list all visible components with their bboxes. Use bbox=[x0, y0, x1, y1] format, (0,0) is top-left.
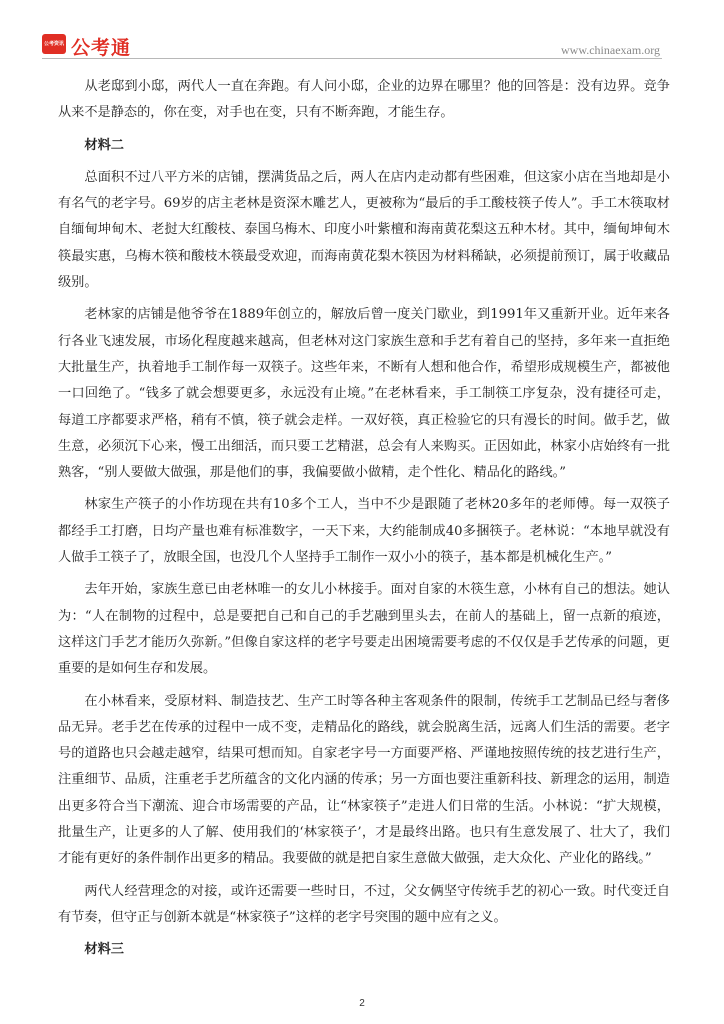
logo-badge-text: 公考资讯 bbox=[43, 41, 64, 47]
paragraph-shop-history: 老林家的店铺是他爷爷在1889年创立的，解放后曾一度关门歇业，到1991年又重新开业。近年来各行各业飞速发展，市场化程度越来越高，但老林对这门家族生意和手艺有着自己的坚持，多年来一直拒绝大批量生产，执着地手工制作每一双筷子。这些年来，不断有人想和他合作，希望形成规模生产，都被他一口回绝了。“钱多了就会想要更多，永远没有止境。”在老林看来，手工制筷工序复杂，没有捷径可走，每道工序都要求严格，稍有不慎，筷子就会走样。一双好筷，真正检验它的只有漫长的时间。做手艺，做生意，必须沉下心来，慢工出细活，而只要工艺精湛，总会有人来购买。正因如此，林家小店始终有一批熟客，“别人要做大做强，那是他们的事，我偏要做小做精，走个性化、精品化的路线。” bbox=[58, 307, 670, 481]
header-divider bbox=[42, 58, 662, 59]
logo-badge[interactable] bbox=[42, 34, 66, 54]
paragraph-conclusion: 两代人经营理念的对接，或许还需要一些时日，不过，父女俩坚守传统手艺的初心一致。时代变迁自有节奏，但守正与创新本就是“林家筷子”这样的老字号突围的题中应有之义。 bbox=[58, 883, 670, 925]
page-header bbox=[0, 0, 724, 66]
site-url-link[interactable]: www.chinaexam.org bbox=[561, 43, 660, 57]
section-heading-material-3: 材料三 bbox=[84, 942, 124, 958]
section-heading-material-2: 材料二 bbox=[84, 137, 124, 153]
page-number: 2 bbox=[359, 998, 365, 1009]
logo-title[interactable]: 公考通 bbox=[71, 37, 132, 59]
paragraph-daughter-takeover: 去年开始，家族生意已由老林唯一的女儿小林接手。面对自家的木筷生意，小林有自己的想法。她认为：“人在制物的过程中，总是要把自己和自己的手艺融到里头去，在前人的基础上，留一点新的痕迹，这样这门手艺才能历久弥新。”但像自家这样的老字号要走出困境需要考虑的不仅仅是手艺传承的问题，更重要的是如何生存和发展。 bbox=[58, 582, 670, 677]
paragraph-shop-description: 总面积不过八平方米的店铺，摆满货品之后，两人在店内走动都有些困难，但这家小店在当地却是小有名气的老字号。69岁的店主老林是资深木雕艺人，更被称为“最后的手工酸枝筷子传人”。手工木筷取材自缅甸坤甸木、老挝大红酸枝、泰国乌梅木、印度小叶紫檀和海南黄花梨这五种木材。其中，缅甸坤甸木筷最实惠，乌梅木筷和酸枝木筷最受欢迎，而海南黄花梨木筷因为材料稀缺，必须提前预订，属于收藏品级别。 bbox=[58, 169, 670, 291]
paragraph-workshop: 林家生产筷子的小作坊现在共有10多个工人，当中不少是跟随了老林20多年的老师傅。每一双筷子都经手工打磨，日均产量也难有标准数字，一天下来，大约能制成40多捆筷子。老林说：“本地早就没有人做手工筷子了，放眼全国，也没几个人坚持手工制作一双小小的筷子，基本都是机械化生产。” bbox=[58, 497, 670, 566]
paragraph-intro: 从老邸到小邸，两代人一直在奔跑。有人问小邸，企业的边界在哪里？他的回答是：没有边界。竞争从来不是静态的，你在变，对手也在变，只有不断奔跑，才能生存。 bbox=[58, 79, 670, 121]
paragraph-daughter-view: 在小林看来，受原材料、制造技艺、生产工时等各种主客观条件的限制，传统手工艺制品已经与奢侈品无异。老手艺在传承的过程中一成不变，走精品化的路线，就会脱离生活，远离人们生活的需要。老字号的道路也只会越走越窄，结果可想而知。自家老字号一方面要严格、严谨地按照传统的技艺进行生产，注重细节、品质，注重老手艺所蕴含的文化内涵的传承；另一方面也要注重新科技、新理念的运用，制造出更多符合当下潮流、迎合市场需要的产品，让“林家筷子”走进人们日常的生活。小林说：“扩大规模，批量生产，让更多的人了解、使用我们的‘林家筷子’，才是最终出路。也只有生意发展了、壮大了，我们才能有更好的条件制作出更多的精品。我要做的就是把自家生意做大做强，走大众化、产业化的路线。” bbox=[58, 693, 670, 867]
document-body bbox=[58, 74, 670, 970]
